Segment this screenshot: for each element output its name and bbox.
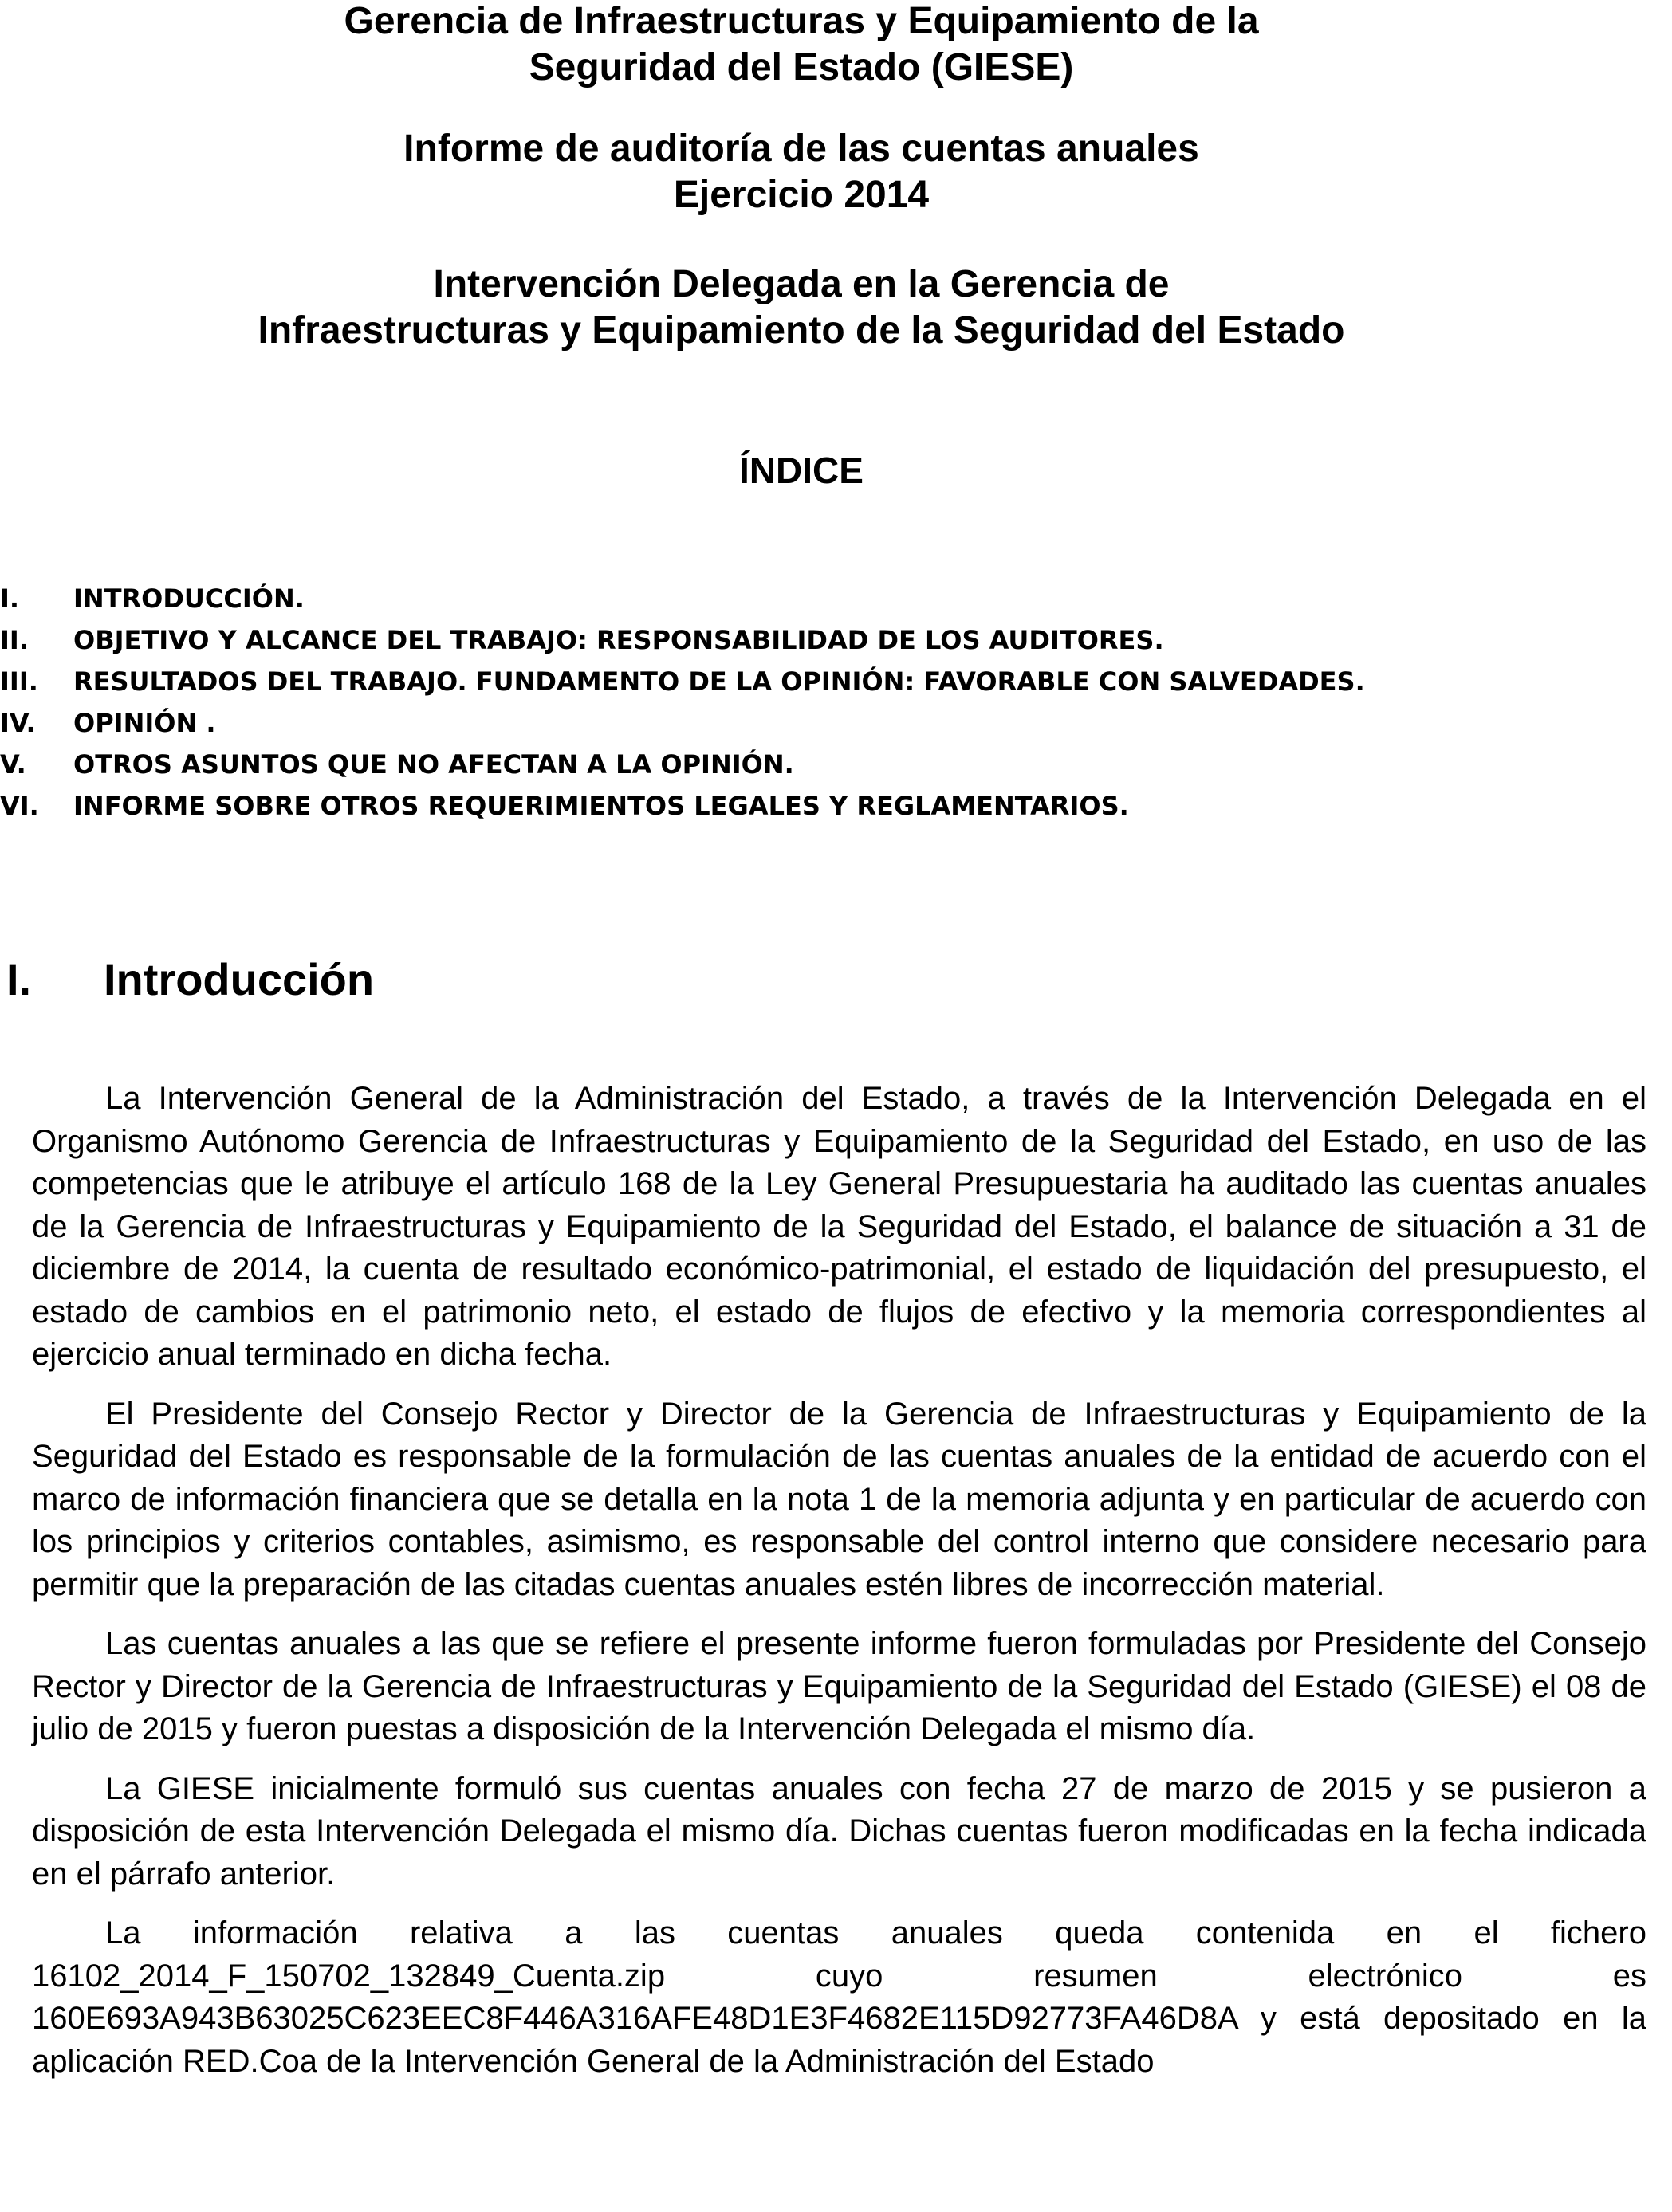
organization-title bbox=[0, 0, 1603, 91]
body-paragraph: Las cuentas anuales a las que se refiere el presente informe fueron formuladas por Presidente del Consejo Rector y Director de la Gerencia de Infraestructuras y Equipamiento de la Seguridad del Estado (GIESE) el 08 de julio de 2015 y fueron puestas a disposición de la Intervención Delegada el mismo día. bbox=[32, 1626, 1646, 1746]
toc-item-text: RESULTADOS DEL TRABAJO. FUNDAMENTO DE LA OPINIÓN: FAVORABLE CON SALVEDADES. bbox=[73, 666, 1365, 697]
toc-item-number: VI. bbox=[0, 791, 39, 821]
toc-item-number: II. bbox=[0, 625, 29, 655]
organization-title-line-1: Gerencia de Infraestructuras y Equipamiento de la bbox=[344, 0, 1259, 42]
report-title-line-1: Informe de auditoría de las cuentas anuales bbox=[403, 128, 1199, 170]
toc-item bbox=[0, 661, 1595, 702]
toc-item-number: III. bbox=[0, 666, 38, 697]
report-title-line-2: Ejercicio 2014 bbox=[673, 174, 930, 216]
section-body bbox=[32, 1078, 1646, 2083]
issuer-title bbox=[0, 261, 1603, 354]
section-title: Introducción bbox=[104, 954, 375, 1004]
toc-item-number: V. bbox=[0, 749, 26, 780]
toc-item-text: OTROS ASUNTOS QUE NO AFECTAN A LA OPINIÓN. bbox=[73, 749, 794, 780]
section-number: I. bbox=[6, 954, 32, 1004]
body-paragraph: La Intervención General de la Administración del Estado, a través de la Intervención Delegada en el Organismo Autónomo Gerencia de Infraestructuras y Equipamiento de la Seguridad del Estado, en uso de las competencias que le atribuye el artículo 168 de la Ley General Presupuestaria ha auditado las cuentas anuales de la Gerencia de Infraestructuras y Equipamiento de la Seguridad del Estado, el balance de situación a 31 de diciembre de 2014, la cuenta de resultado económico-patrimonial, el estado de liquidación del presupuesto, el estado de cambios en el patrimonio neto, el estado de flujos de efectivo y la memoria correspondientes al ejercicio anual terminado en dicha fecha. bbox=[32, 1081, 1646, 1372]
issuer-title-line-1: Intervención Delegada en la Gerencia de bbox=[433, 263, 1170, 305]
table-of-contents bbox=[0, 578, 1595, 827]
toc-item-number: I. bbox=[0, 583, 20, 614]
toc-item bbox=[0, 578, 1595, 619]
body-paragraph: La información relativa a las cuentas anuales queda contenida en el fichero 16102_2014_F_150702_132849_Cuenta.zip cuyo resumen electrónico es 160E693A943B63025C623EEC8F446A316AFE48D1E3F4682E115D92773FA46D8A y está depositado en la aplicación RED.Coa de la Intervención General de la Administración del Estado bbox=[32, 1915, 1646, 2079]
toc-item bbox=[0, 702, 1595, 744]
body-paragraph: El Presidente del Consejo Rector y Director de la Gerencia de Infraestructuras y Equipamiento de la Seguridad del Estado es responsable de la formulación de las cuentas anuales de la entidad de acuerdo con el marco de información financiera que se detalla en la nota 1 de la memoria adjunta y en particular de acuerdo con los principios y criterios contables, asimismo, es responsable del control interno que considere necesario para permitir que la preparación de las citadas cuentas anuales estén libres de incorrección material. bbox=[32, 1396, 1646, 1602]
issuer-title-line-2: Infraestructuras y Equipamiento de la Seguridad del Estado bbox=[258, 309, 1345, 352]
toc-item-number: IV. bbox=[0, 708, 36, 738]
toc-item-text: INFORME SOBRE OTROS REQUERIMIENTOS LEGALES Y REGLAMENTARIOS. bbox=[73, 791, 1129, 821]
toc-item-text: INTRODUCCIÓN. bbox=[73, 583, 305, 614]
toc-item-text: OBJETIVO Y ALCANCE DEL TRABAJO: RESPONSABILIDAD DE LOS AUDITORES. bbox=[73, 625, 1164, 655]
organization-title-line-2: Seguridad del Estado (GIESE) bbox=[529, 46, 1074, 88]
report-title bbox=[0, 126, 1603, 218]
toc-item-text: OPINIÓN . bbox=[73, 708, 216, 738]
body-paragraph: La GIESE inicialmente formuló sus cuentas anuales con fecha 27 de marzo de 2015 y se pusieron a disposición de esta Intervención Delegada el mismo día. Dichas cuentas fueron modificadas en la fecha indicada en el párrafo anterior. bbox=[32, 1770, 1646, 1892]
toc-item bbox=[0, 619, 1595, 661]
toc-item bbox=[0, 785, 1595, 827]
index-title: ÍNDICE bbox=[739, 450, 864, 491]
toc-item bbox=[0, 744, 1595, 785]
